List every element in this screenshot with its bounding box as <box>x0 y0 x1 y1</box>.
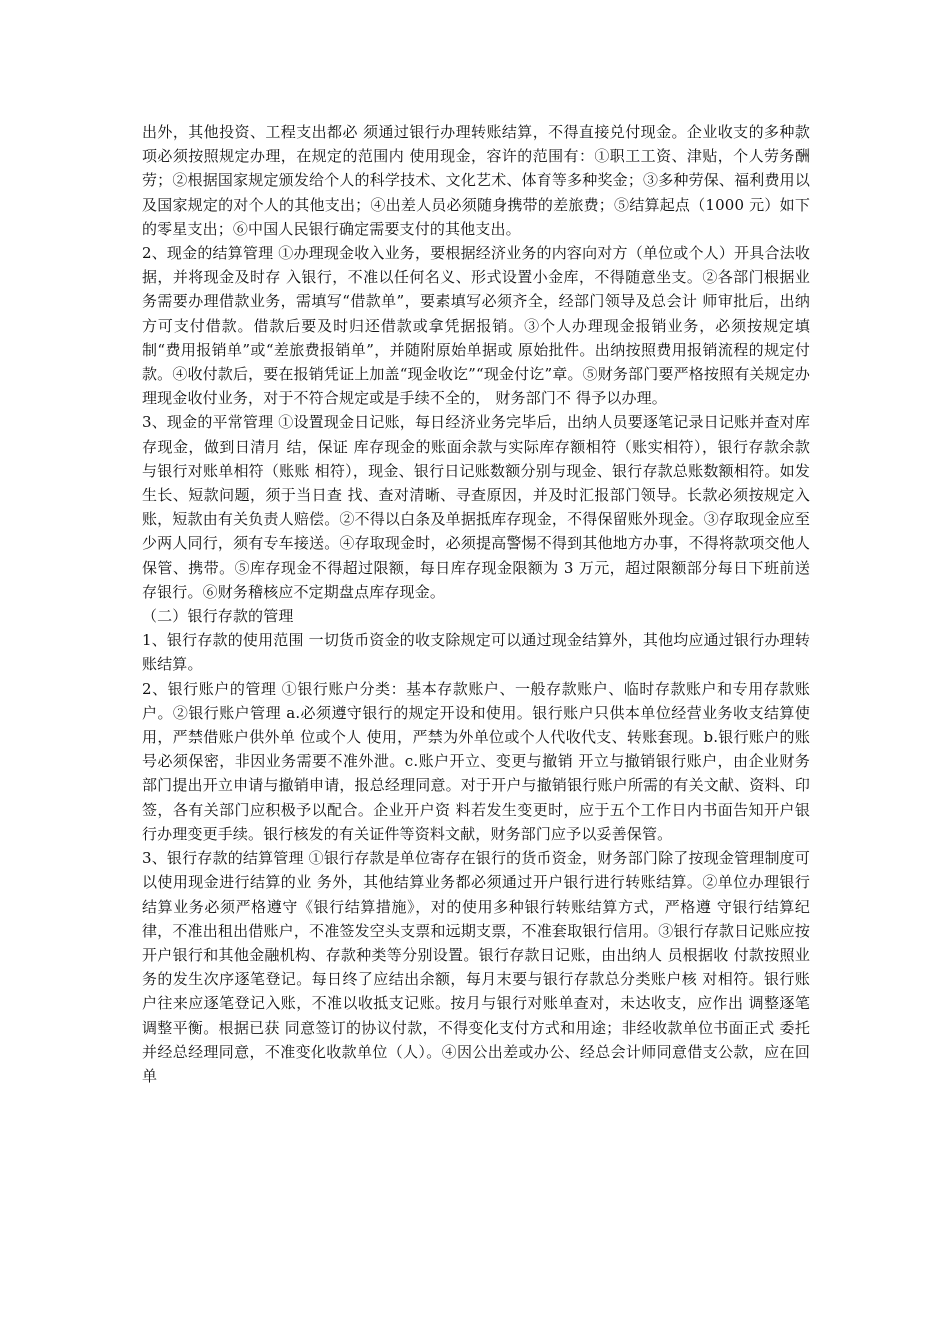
paragraph-bank-scope: 1、银行存款的使用范围 一切货币资金的收支除规定可以通过现金结算外，其他均应通过银行办理转账结算。 <box>142 631 810 674</box>
paragraph-bank-account: 2、银行账户的管理 ①银行账户分类：基本存款账户、一般存款账户、临时存款账户和专用存款账户。②银行账户管理 a.必须遵守银行的规定开设和使用。银行账户只供本单位经营业务收支结算使用，严禁借账户供外单 位或个人 使用，严禁为外单位或个人代收代支、转账套现。b.银行账户的账号必须保密，非因业务需要不准外泄。c.账户开立、变更与撤销 开立与撤销银行账户，由企业财务部门提出开立申请与撤销申请，报总经理同意。对于开户与撤销银行账户所需的有关文献、资料、印签，各有关部门应积极予以配合。企业开户资 料若发生变更时，应于五个工作日内书面告知开户银行办理变更手续。银行核发的有关证件等资料文献，财务部门应予以妥善保管。 <box>142 679 810 843</box>
paragraph-cash-daily: 3、现金的平常管理 ①设置现金日记账，每日经济业务完毕后，出纳人员要逐笔记录日记账并查对库存现金，做到日清月 结，保证 库存现金的账面余款与实际库存额相符（账实相符），银行存款余款与银行对账单相符（账账 相符），现金、银行日记账数额分别与现金、银行存款总账数额相符。如发生长、短款问题，须于当日查 找、查对清晰、寻查原因，并及时汇报部门领导。长款必须按规定入账，短款由有关负责人赔偿。②不得以白条及单据抵库存现金，不得保留账外现金。③存取现金应至少两人同行，须有专车接送。④存取现金时，必须提高警惕不得到其他地方办事，不得将款项交他人保管、携带。⑤库存现金不得超过限额，每日库存现金限额为 3 万元，超过限额部分每日下班前送存银行。⑥财务稽核应不定期盘点库存现金。 <box>142 413 810 601</box>
document-page <box>142 120 810 1088</box>
paragraph-cash-settlement: 2、现金的结算管理 ①办理现金收入业务，要根据经济业务的内容向对方（单位或个人）开具合法收据，并将现金及时存 入银行，不准以任何名义、形式设置小金库，不得随意坐支。②各部门根据业务需要办理借款业务，需填写“借款单”，要素填写必须齐全，经部门领导及总会计 师审批后，出纳方可支付借款。借款后要及时归还借款或拿凭据报销。③个人办理现金报销业务，必须按规定填制“费用报销单”或“差旅费报销单”，并随附原始单据或 原始批件。出纳按照费用报销流程的规定付款。④收付款后，要在报销凭证上加盖“现金收讫”“现金付讫”章。⑤财务部门要严格按照有关规定办理现金收付业务，对于不符合规定或是手续不全的， 财务部门不 得予以办理。 <box>142 244 810 408</box>
paragraph-bank-settlement: 3、银行存款的结算管理 ①银行存款是单位寄存在银行的货币资金，财务部门除了按现金管理制度可以使用现金进行结算的业 务外，其他结算业务都必须通过开户银行进行转账结算。②单位办理银行结算业务必须严格遵守《银行结算措施》，对的使用多种银行转账结算方式，严格遵 守银行结算纪律，不准出租出借账户，不准签发空头支票和远期支票，不准套取银行信用。③银行存款日记账应按开户银行和其他金融机构、存款种类等分别设置。银行存款日记账，由出纳人 员根据收 付款按照业务的发生次序逐笔登记。每日终了应结出余额，每月末要与银行存款总分类账户核 对相符。银行账户往来应逐笔登记入账，不准以收抵支记账。按月与银行对账单查对，未达收支，应作出 调整逐笔调整平衡。根据已获 同意签订的协议付款，不得变化支付方式和用途；非经收款单位书面正式 委托并经总经理同意，不准变化收款单位（人）。④因公出差或办公、经总会计师同意借支公款，应在回单 <box>142 849 810 1085</box>
paragraph-cash-scope: 出外，其他投资、工程支出都必 须通过银行办理转账结算，不得直接兑付现金。企业收支的多种款项必须按照规定办理，在规定的范围内 使用现金，容许的范围有：①职工工资、津贴，个人劳务酬劳；②根据国家规定颁发给个人的科学技术、文化艺术、体育等多种奖金；③多种劳保、福利费用以及国家规定的对个人的其他支出；④出差人员必须随身携带的差旅费；⑤结算起点（1000 元）如下的零星支出；⑥中国人民银行确定需要支付的其他支出。 <box>142 123 810 238</box>
section-heading-bank-deposit: （二）银行存款的管理 <box>142 607 294 626</box>
